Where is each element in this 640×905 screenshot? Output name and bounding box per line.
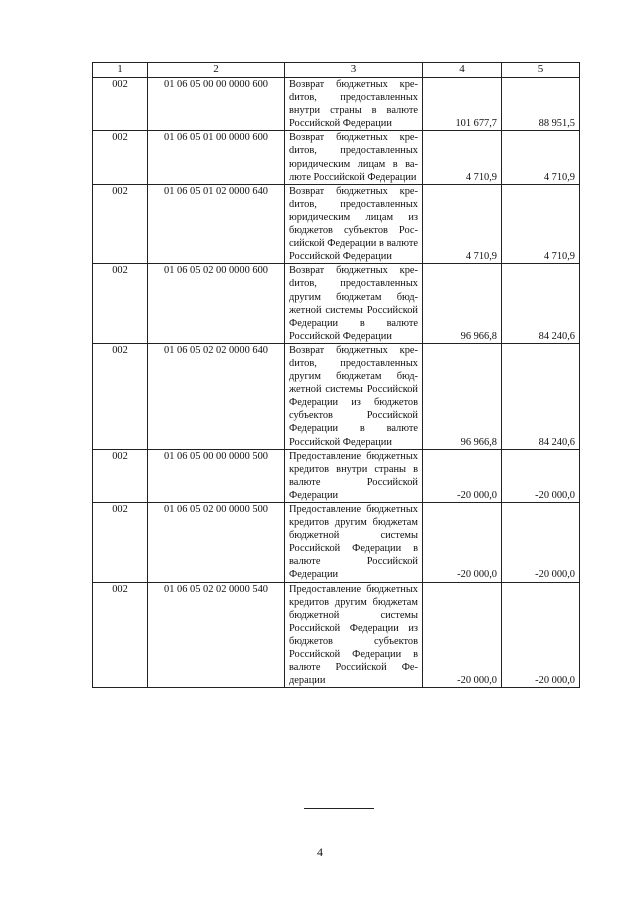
- table-row: [93, 449, 580, 502]
- source-name-cell: Предоставление бюджетных кредитов другим бюджетам бюджетной системы Российской Федерации из бюджетов субъектов Российской Федерации в валюте Российской Федерации: [285, 582, 423, 688]
- source-name-cell: Возврат бюджетных креdитов, предоставленных внутри страны в валюте Российской Федерации: [285, 78, 423, 131]
- classification-code-cell: 01 06 05 02 02 0000 640: [148, 343, 285, 449]
- header-col-2: 2: [148, 63, 285, 78]
- table-row: [93, 264, 580, 344]
- admin-code-cell: 002: [93, 131, 148, 184]
- table-row: [93, 503, 580, 583]
- amount-col4-cell: 4 710,9: [423, 184, 502, 264]
- admin-code-cell: 002: [93, 184, 148, 264]
- table-row: [93, 131, 580, 184]
- amount-col5-cell: 4 710,9: [502, 184, 580, 264]
- amount-col5-cell: 4 710,9: [502, 131, 580, 184]
- table-row: [93, 184, 580, 264]
- classification-code-cell: 01 06 05 00 00 0000 600: [148, 78, 285, 131]
- classification-code-cell: 01 06 05 01 00 0000 600: [148, 131, 285, 184]
- admin-code-cell: 002: [93, 582, 148, 688]
- classification-code-cell: 01 06 05 01 02 0000 640: [148, 184, 285, 264]
- source-name-cell: Предоставление бюджетных кредитов внутри страны в валюте Российской Федерации: [285, 449, 423, 502]
- page-number: 4: [317, 845, 323, 859]
- amount-col4-cell: -20 000,0: [423, 582, 502, 688]
- classification-code-cell: 01 06 05 02 02 0000 540: [148, 582, 285, 688]
- header-col-4: 4: [423, 63, 502, 78]
- amount-col5-cell: 88 951,5: [502, 78, 580, 131]
- amount-col5-cell: -20 000,0: [502, 582, 580, 688]
- amount-col4-cell: 4 710,9: [423, 131, 502, 184]
- amount-col4-cell: 101 677,7: [423, 78, 502, 131]
- amount-col4-cell: -20 000,0: [423, 503, 502, 583]
- header-col-1: 1: [93, 63, 148, 78]
- source-name-cell: Предоставление бюджетных кредитов другим бюджетам бюджетной системы Российской Федерации в валюте Российской Федерации: [285, 503, 423, 583]
- admin-code-cell: 002: [93, 78, 148, 131]
- table-header-row: [93, 63, 580, 78]
- table-row: [93, 582, 580, 688]
- header-col-5: 5: [502, 63, 580, 78]
- header-col-3: 3: [285, 63, 423, 78]
- amount-col5-cell: -20 000,0: [502, 503, 580, 583]
- classification-code-cell: 01 06 05 00 00 0000 500: [148, 449, 285, 502]
- amount-col4-cell: 96 966,8: [423, 343, 502, 449]
- admin-code-cell: 002: [93, 264, 148, 344]
- source-name-cell: Возврат бюджетных креdитов, предоставленных юридическим лицам в валюте Российской Федерации: [285, 131, 423, 184]
- classification-code-cell: 01 06 05 02 00 0000 500: [148, 503, 285, 583]
- separator-line: [304, 808, 374, 809]
- amount-col4-cell: 96 966,8: [423, 264, 502, 344]
- amount-col5-cell: 84 240,6: [502, 264, 580, 344]
- admin-code-cell: 002: [93, 343, 148, 449]
- table-row: [93, 343, 580, 449]
- budget-sources-table: [92, 62, 580, 688]
- amount-col5-cell: 84 240,6: [502, 343, 580, 449]
- amount-col5-cell: -20 000,0: [502, 449, 580, 502]
- classification-code-cell: 01 06 05 02 00 0000 600: [148, 264, 285, 344]
- source-name-cell: Возврат бюджетных креdитов, предоставленных другим бюджетам бюджетной системы Российской Федерации из бюджетов субъектов Российской Федерации в валюте Российской Федерации: [285, 343, 423, 449]
- source-name-cell: Возврат бюджетных креdитов, предоставленных юридическим лицам из бюджетов субъектов Российской Федерации в валюте Российской Федерации: [285, 184, 423, 264]
- admin-code-cell: 002: [93, 449, 148, 502]
- source-name-cell: Возврат бюджетных креdитов, предоставленных другим бюджетам бюджетной системы Российской Федерации в валюте Российской Федерации: [285, 264, 423, 344]
- table-row: [93, 78, 580, 131]
- admin-code-cell: 002: [93, 503, 148, 583]
- amount-col4-cell: -20 000,0: [423, 449, 502, 502]
